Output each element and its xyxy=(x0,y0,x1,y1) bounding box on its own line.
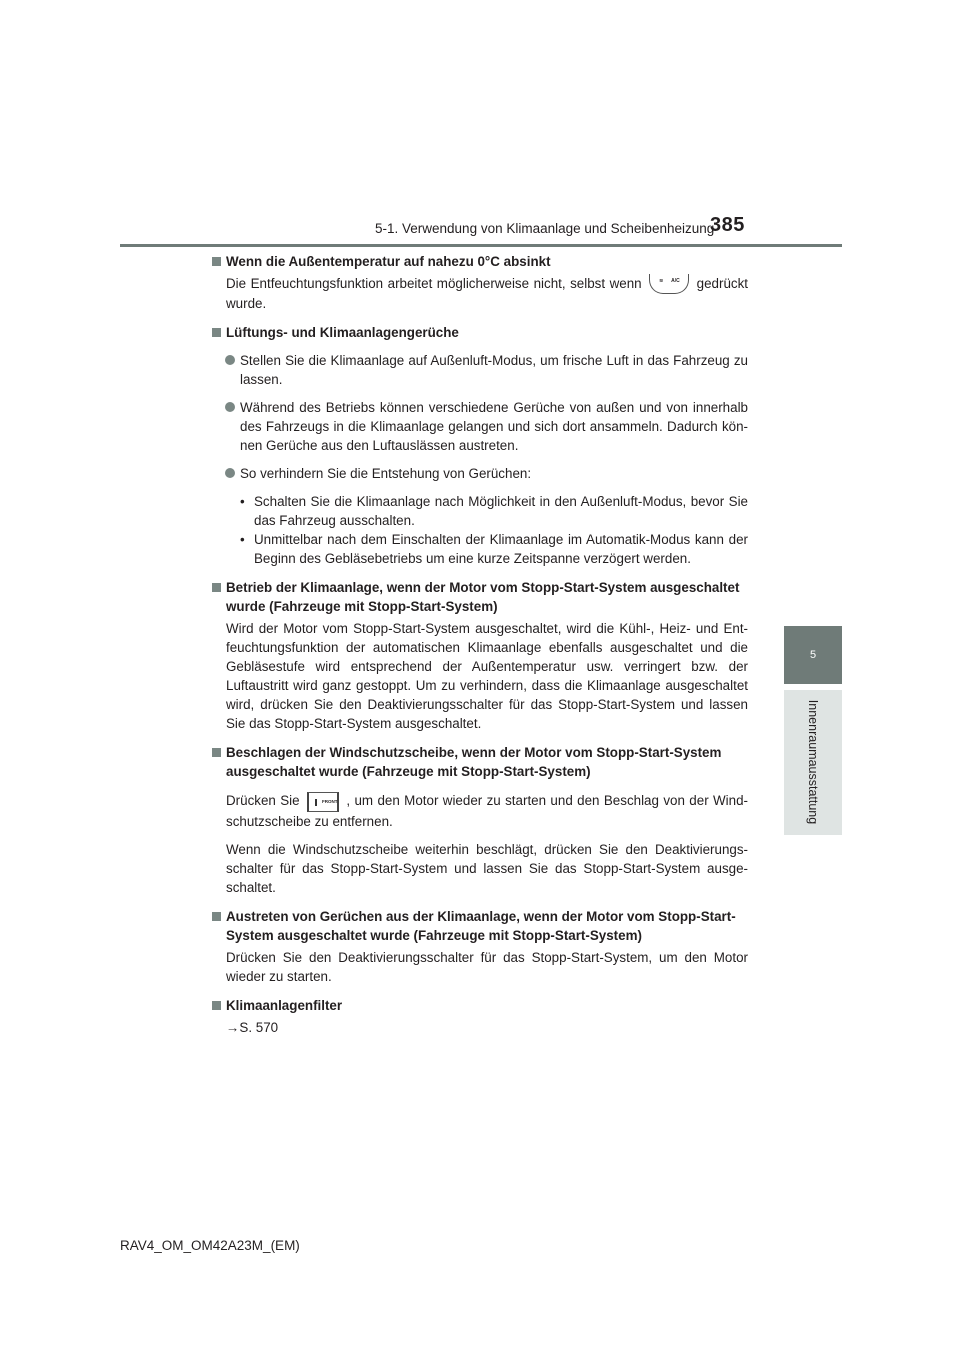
section-outside-temperature xyxy=(212,252,748,313)
bullet-item: Während des Betriebs können verschiedene Gerüche von außen und von innerhalb des Fahrzeugs in die Klimaanlage gelangen und sich dort ansammeln. Dadurch kön-nen Gerüche aus den Luftauslässen austreten. xyxy=(212,398,748,455)
section-heading: Betrieb der Klimaanlage, wenn der Motor vom Stopp-Start-System ausgeschaltet wurde (Fahrzeuge mit Stopp-Start-System) xyxy=(212,578,748,616)
chapter-label: Innenraumausstattung xyxy=(806,699,820,825)
square-marker-icon xyxy=(212,748,221,757)
page-reference-link[interactable]: →S. 570 xyxy=(226,1019,279,1035)
header-rule xyxy=(120,244,842,247)
sub-list xyxy=(212,492,748,568)
square-marker-icon xyxy=(212,328,221,337)
square-marker-icon xyxy=(212,912,221,921)
circle-bullet-icon xyxy=(225,355,235,365)
square-marker-icon xyxy=(212,583,221,592)
section-text: Drücken Sie den Deaktivierungsschalter für das Stopp-Start-System, um den Motor wieder zu starten. xyxy=(226,949,748,984)
bullet-item: Stellen Sie die Klimaanlage auf Außenluft-Modus, um frische Luft in das Fahrzeug zu lassen. xyxy=(212,351,748,389)
section-text: Drücken Sie FRONT , um den Motor wieder zu starten und den Beschlag von der Wind-schutzscheibe zu entfernen. xyxy=(226,793,748,829)
chapter-number: 5 xyxy=(809,649,817,661)
section-heading: Klimaanlagenfilter xyxy=(212,996,748,1015)
section-text: Wenn die Windschutzscheibe weiterhin beschlägt, drücken Sie den Deaktivierungs-schalter für das Stopp-Start-System und lassen Sie das Stopp-Start-System ausge-schaltet. xyxy=(226,841,748,895)
section-heading: Beschlagen der Windschutzscheibe, wenn der Motor vom Stopp-Start-System ausgeschaltet wurde (Fahrzeuge mit Stopp-Start-System) xyxy=(212,743,748,781)
sub-list-item: • Unmittelbar nach dem Einschalten der Klimaanlage im Automatik-Modus kann der Beginn des Gebläsebetriebs um eine kurze Zeitspanne verzögert werden. xyxy=(240,532,748,567)
section-odors xyxy=(212,323,748,568)
page-content xyxy=(212,252,748,1047)
section-windshield-fog xyxy=(212,743,748,896)
ac-button-icon: ≋ A/C xyxy=(649,274,689,294)
section-odor-stop-start xyxy=(212,907,748,986)
bullet-item: So verhindern Sie die Entstehung von Gerüchen: xyxy=(212,464,748,483)
circle-bullet-icon xyxy=(225,402,235,412)
page-header-title: 5-1. Verwendung von Klimaanlage und Scheibenheizung xyxy=(375,221,715,236)
section-stop-start-ac xyxy=(212,578,748,733)
section-text: Wird der Motor vom Stopp-Start-System ausgeschaltet, wird die Kühl-, Heiz- und Ent-feuchtungsfunktion der automatischen Klimaanlage ebenfalls ausgeschaltet und die Gebläsestufe wird entsprechend der Außentemperatur usw. verringert bzw. der Luftaustritt wird ganz gestoppt. Um zu verhindern, dass die Klimaanlage ausgeschaltet wird, drücken Sie den Deaktivierungsschalter für das Stopp-Start-System und lassen Sie das Stopp-Start-System ausgeschaltet. xyxy=(226,621,748,732)
square-marker-icon xyxy=(212,257,221,266)
circle-bullet-icon xyxy=(225,468,235,478)
section-ac-filter xyxy=(212,996,748,1037)
section-heading: Austreten von Gerüchen aus der Klimaanlage, wenn der Motor vom Stopp-Start-System ausgeschaltet wurde (Fahrzeuge mit Stopp-Start-System) xyxy=(212,907,748,945)
square-marker-icon xyxy=(212,1001,221,1010)
section-text: Die Entfeuchtungsfunktion arbeitet möglicherweise nicht, selbst wenn ≋ A/C gedrückt wurde. xyxy=(226,276,748,312)
section-heading: Wenn die Außentemperatur auf nahezu 0°C absinkt xyxy=(212,252,748,271)
front-defogger-button-icon: FRONT xyxy=(307,792,339,812)
sub-list-item: • Schalten Sie die Klimaanlage nach Möglichkeit in den Außenluft-Modus, bevor Sie das Fahrzeug ausschalten. xyxy=(240,494,748,529)
chapter-tab[interactable] xyxy=(784,626,842,684)
page-number: 385 xyxy=(710,214,745,236)
footer-manual-code: RAV4_OM_OM42A23M_(EM) xyxy=(120,1238,300,1253)
section-heading: Lüftungs- und Klimaanlagengerüche xyxy=(212,323,748,342)
